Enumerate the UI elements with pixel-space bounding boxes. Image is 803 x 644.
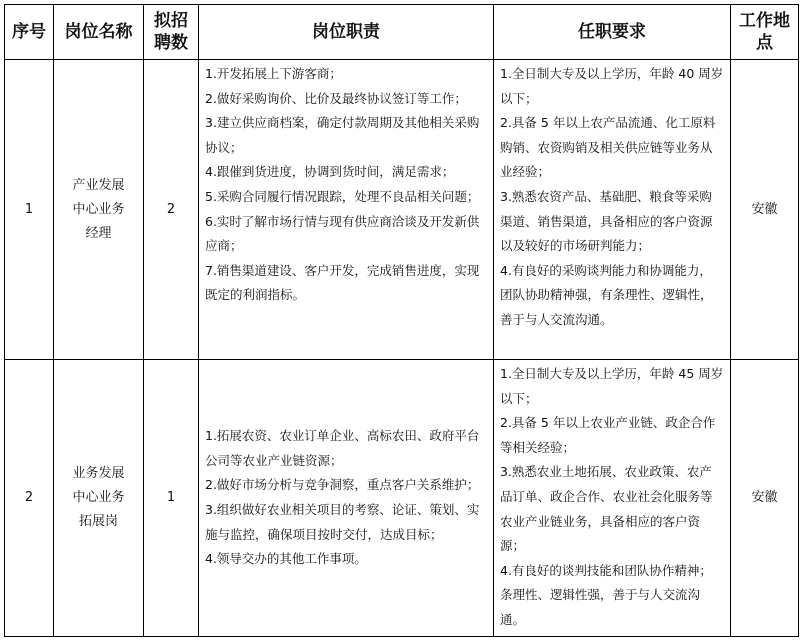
requirement-item: 1.全日制大专及以上学历，年龄 45 周岁以下； xyxy=(500,366,724,406)
row-position xyxy=(54,360,144,637)
duty-item: 2.做好市场分析与竞争洞察，重点客户关系维护； xyxy=(205,477,480,493)
position-line: 业务发展 xyxy=(72,466,125,481)
job-table xyxy=(4,4,799,637)
requirement-item: 3.熟悉农资产品、基础肥、粮食等采购渠道、销售渠道，具备相应的客户资源以及较好的市场研判能力； xyxy=(500,188,713,254)
duty-item: 1.拓展农资、农业订单企业、高标农田、政府平台公司等农业产业链资源； xyxy=(205,428,480,468)
header-index: 序号 xyxy=(5,5,54,60)
row-duties xyxy=(199,60,494,360)
requirement-item: 4.有良好的采购谈判能力和协调能力，团队协助精神强，有条理性、逻辑性，善于与人交流沟通。 xyxy=(500,262,713,327)
row-location: 安徽 xyxy=(731,60,799,360)
row-position xyxy=(54,60,144,360)
duty-item: 4.领导交办的其他工作事项。 xyxy=(205,551,367,567)
requirement-item: 2.具备 5 年以上农业产业链、政企合作等相关经验； xyxy=(500,415,716,455)
header-count: 拟招聘数 xyxy=(144,5,199,60)
row-requirements xyxy=(494,360,731,637)
requirement-item: 3.熟悉农业土地拓展、农业政策、农产品订单、政企合作、农业社会化服务等农业产业链业务，具备相应的客户资源； xyxy=(500,464,713,554)
position-line: 产业发展 xyxy=(72,177,125,193)
position-line: 中心业务 xyxy=(72,201,125,217)
requirement-item: 4.有良好的谈判技能和团队协作精神；条理性、逻辑性强，善于与人交流沟通。 xyxy=(500,562,712,627)
duty-item: 4.跟催到货进度，协调到货时间，满足需求； xyxy=(205,164,455,180)
table-row xyxy=(5,60,799,360)
requirement-item: 1.全日制大专及以上学历，年龄 40 周岁以下； xyxy=(500,66,724,106)
row-count: 2 xyxy=(144,60,199,360)
header-row xyxy=(5,5,799,60)
row-count: 1 xyxy=(144,360,199,637)
position-line: 拓展岗 xyxy=(78,514,118,529)
duty-item: 3.建立供应商档案，确定付款周期及其他相关采购协议； xyxy=(205,115,480,155)
requirement-item: 2.具备 5 年以上农产品流通、化工原料购销、农资购销及相关供应链等业务从业经验； xyxy=(500,115,716,180)
header-requirements: 任职要求 xyxy=(494,5,731,60)
row-index: 2 xyxy=(5,360,54,637)
position-line: 经理 xyxy=(85,225,112,241)
header-location: 工作地点 xyxy=(731,5,799,60)
row-index: 1 xyxy=(5,60,54,360)
header-position: 岗位名称 xyxy=(54,5,144,60)
position-line: 中心业务 xyxy=(72,490,125,505)
duty-item: 3.组织做好农业相关项目的考察、论证、策划、实施与监控，确保项目按时交付，达成目标； xyxy=(205,502,480,542)
row-duties xyxy=(199,360,494,637)
duty-item: 7.销售渠道建设、客户开发，完成销售进度，实现既定的利润指标。 xyxy=(205,262,480,303)
duty-item: 2.做好采购询价、比价及最终协议签订等工作； xyxy=(205,90,467,106)
table-row xyxy=(5,360,799,637)
row-requirements xyxy=(494,60,731,360)
duty-item: 5.采购合同履行情况跟踪，处理不良品相关问题； xyxy=(205,188,480,204)
row-location: 安徽 xyxy=(731,360,799,637)
duty-item: 6.实时了解市场行情与现有供应商洽谈及开发新供应商； xyxy=(205,213,480,254)
duty-item: 1.开发拓展上下游客商； xyxy=(205,66,342,81)
header-duties: 岗位职责 xyxy=(199,5,494,60)
